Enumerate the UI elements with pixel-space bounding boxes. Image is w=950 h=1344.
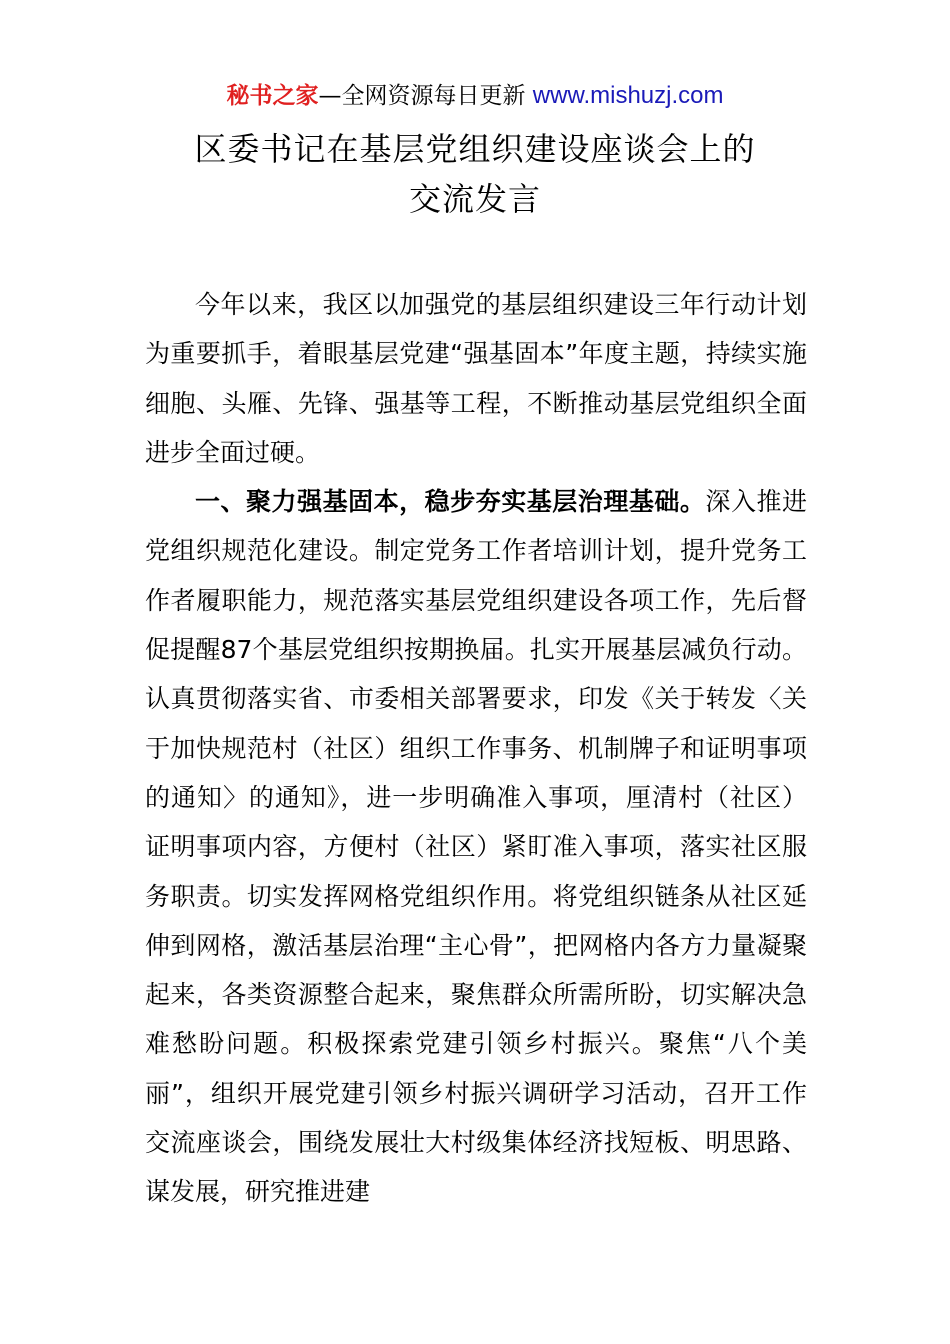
site-banner bbox=[0, 80, 950, 112]
site-url-link[interactable]: www.mishuzj.com bbox=[532, 82, 724, 109]
document-title-line-1: 区委书记在基层党组织建设座谈会上的 bbox=[194, 130, 756, 168]
site-brand: 秘书之家 bbox=[226, 83, 319, 109]
document-title-line-2: 交流发言 bbox=[408, 180, 541, 218]
document-title bbox=[0, 124, 950, 224]
site-tagline: —全网资源每日更新 bbox=[318, 83, 533, 109]
section-1-heading: 一、聚力强基固本，稳步夯实基层治理基础。 bbox=[195, 487, 706, 517]
document-body bbox=[145, 280, 807, 1217]
intro-paragraph: 今年以来，我区以加强党的基层组织建设三年行动计划为重要抓手，着眼基层党建“强基固本”年度主题，持续实施细胞、头雁、先锋、强基等工程，不断推动基层党组织全面进步全面过硬。 bbox=[145, 290, 807, 467]
section-1-paragraph bbox=[145, 477, 807, 1216]
section-1-body: 深入推进党组织规范化建设。制定党务工作者培训计划，提升党务工作者履职能力，规范落实基层党组织建设各项工作，先后督促提醒87个基层党组织按期换届。扎实开展基层减负行动。认真贯彻落实省、市委相关部署要求，印发《关于转发〈关于加快规范村（社区）组织工作事务、机制牌子和证明事项的通知〉的通知》，进一步明确准入事项，厘清村（社区）证明事项内容，方便村（社区）紧盯准入事项，落实社区服务职责。切实发挥网格党组织作用。将党组织链条从社区延伸到网格，激活基层治理“主心骨”，把网格内各方力量凝聚起来，各类资源整合起来，聚焦群众所需所盼，切实解决急难愁盼问题。积极探索党建引领乡村振兴。聚焦“八个美丽”，组织开展党建引领乡村振兴调研学习活动，召开工作交流座谈会，围绕发展壮大村级集体经济找短板、明思路、谋发展，研究推进建 bbox=[145, 487, 807, 1207]
